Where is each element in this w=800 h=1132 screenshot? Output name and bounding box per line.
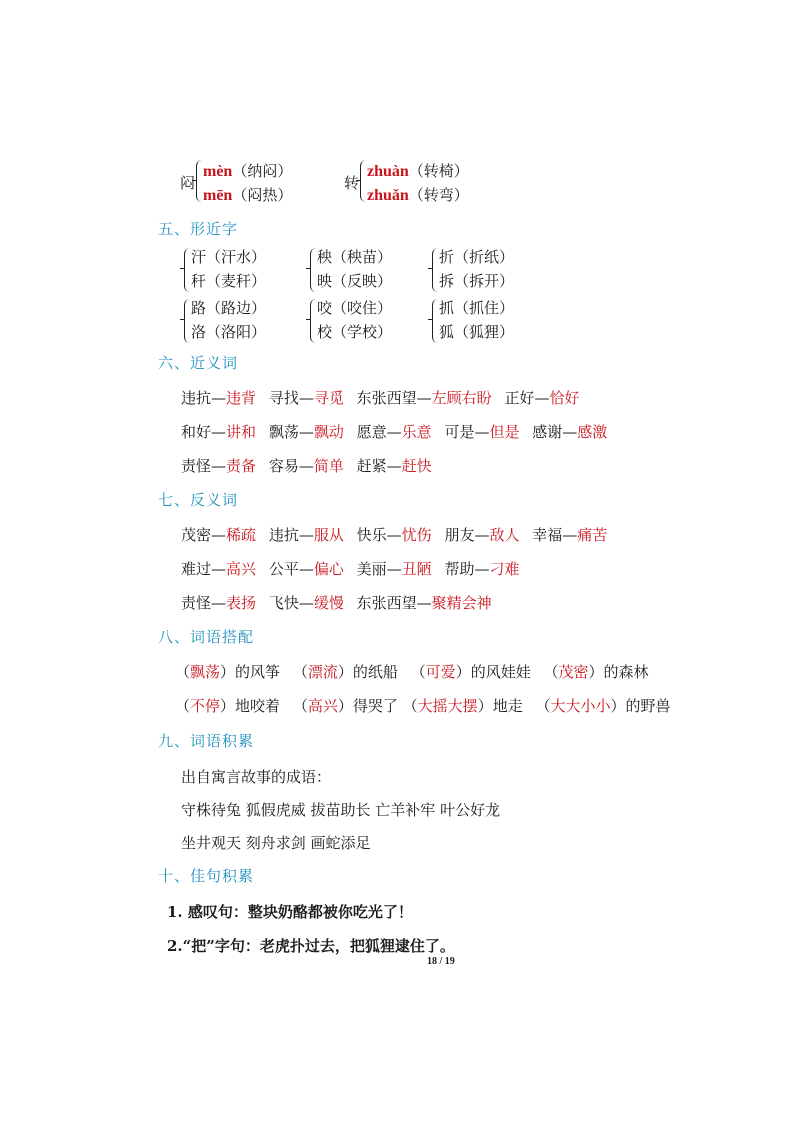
pinyin: mēn	[203, 187, 233, 204]
pinyin: zhuàn	[367, 163, 409, 180]
sentence-2: 2.“把”字句：老虎扑过去，把狐狸逮住了。	[167, 937, 455, 955]
section-heading-collocations: 八、词语搭配	[158, 628, 255, 646]
pinyin: zhuǎn	[367, 187, 409, 204]
section-heading-synonyms: 六、近义词	[158, 354, 239, 372]
synonym-line: 责怪—责备 容易—简单 赶紧—赶快	[181, 457, 432, 475]
polyphone-char: 闷	[180, 174, 196, 192]
page-number: 18 / 19	[427, 956, 455, 967]
sentence-1: 1. 感叹句：整块奶酪都被你吃光了！	[167, 903, 413, 921]
polyphone-char: 转	[344, 174, 360, 192]
antonym-line: 难过—高兴 公平—偏心 美丽—丑陋 帮助—刁难	[181, 560, 520, 578]
antonym-line: 责怪—表扬 飞快—缓慢 东张西望—聚精会神	[181, 594, 492, 612]
accumulation-intro: 出自寓言故事的成语：	[181, 768, 332, 786]
section-heading-antonyms: 七、反义词	[158, 491, 239, 509]
idiom-line: 坐井观天 刻舟求剑 画蛇添足	[181, 834, 371, 852]
word: （转椅）	[408, 162, 469, 180]
word: （转弯）	[408, 186, 469, 204]
idiom-line: 守株待兔 狐假虎威 拔苗助长 亡羊补牢 叶公好龙	[181, 801, 501, 819]
antonym-line: 茂密—稀疏 违抗—服从 快乐—忧伤 朋友—敌人 幸福—痛苦	[181, 526, 608, 544]
collocation-line: （不停）地咬着 （高兴）得哭了 （大摇大摆）地走 （大大小小）的野兽	[175, 697, 671, 715]
synonym-line: 违抗—违背 寻找—寻觅 东张西望—左顾右盼 正好—恰好	[181, 389, 580, 407]
word: （纳闷）	[232, 162, 293, 180]
section-heading-similar-chars: 五、形近字	[158, 220, 239, 238]
synonym-line: 和好—讲和 飘荡—飘动 愿意—乐意 可是—但是 感谢—感激	[181, 423, 608, 441]
collocation-line: （飘荡）的风筝 （漂流）的纸船 （可爱）的风娃娃 （茂密）的森林	[175, 663, 649, 681]
pinyin: mèn	[203, 163, 233, 180]
section-heading-sentences: 十、佳句积累	[158, 867, 255, 885]
section-heading-accumulation: 九、词语积累	[158, 732, 255, 750]
word: （闷热）	[232, 186, 293, 204]
